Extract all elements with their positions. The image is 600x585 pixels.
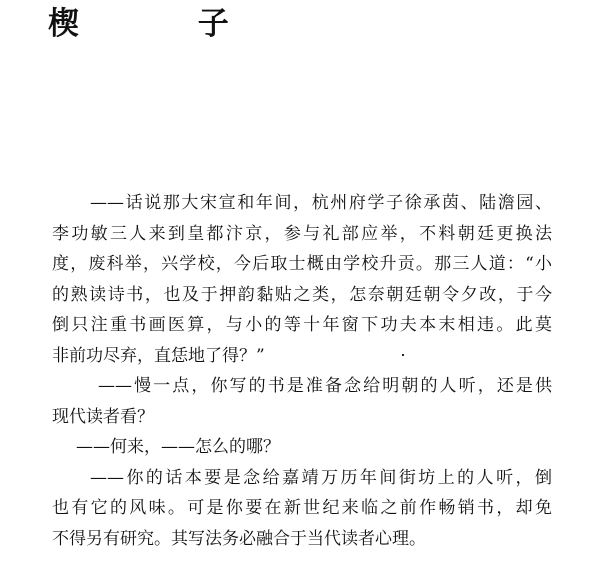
text-line: 也有它的风味。可是你要在新世纪来临之前作畅销书，却免 (52, 498, 552, 518)
paragraph-1 (52, 188, 552, 371)
paragraph-3 (52, 432, 552, 463)
text-line: ——何来，——怎么的哪？ (76, 437, 280, 457)
text-line: ——你的话本要是念给嘉靖万历年间街坊上的人听，倒 (90, 467, 552, 488)
chapter-title: 楔 子 (48, 6, 283, 42)
text-line: 倒只注重书画医算，与小的等十年窗下功夫本末相违。此莫 (52, 315, 552, 335)
paragraph-2 (52, 371, 552, 432)
text-line: ——慢一点，你写的书是准备念给明朝的人听，还是供 (98, 376, 552, 396)
paragraph-4 (52, 463, 552, 555)
text-line: 非前功尽弃，直恁地了得？” (52, 345, 265, 366)
body-text (52, 188, 552, 554)
text-line: 的熟读诗书，也及于押韵黏贴之类，怎奈朝廷朝令夕改，于今 (52, 284, 552, 305)
scan-speck (402, 354, 404, 356)
text-line: 度，废科举，兴学校，今后取士概由学校升贡。那三人道：“小 (52, 254, 552, 274)
text-line: 现代读者看？ (52, 406, 154, 427)
text-line: 李功敏三人来到皇都汴京，参与礼部应举，不料朝廷更换法 (52, 223, 552, 244)
text-line: 不得另有研究。其写法务必融合于当代读者心理。 (52, 528, 426, 549)
text-line: ——话说那大宋宣和年间，杭州府学子徐承茵、陆澹园、 (90, 193, 552, 213)
